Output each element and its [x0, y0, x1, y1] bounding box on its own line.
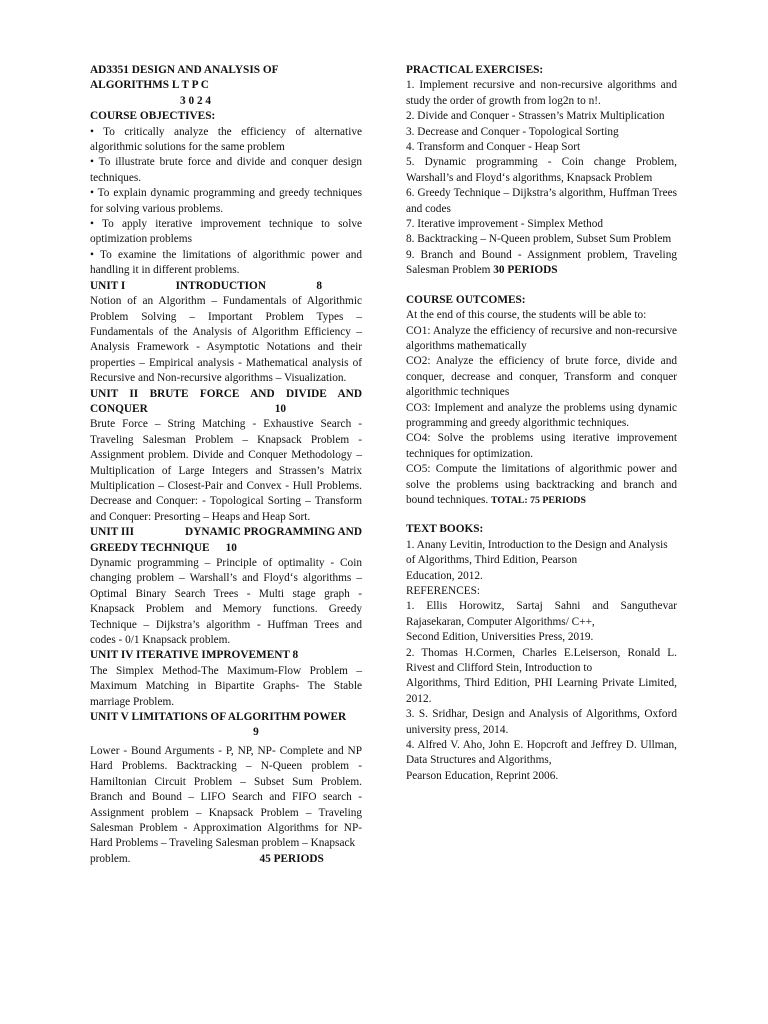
practical-item: 7. Iterative improvement - Simplex Method	[406, 218, 604, 231]
practical-item: 5. Dynamic programming - Coin change Problem, Warshall’s and Floyd‘s algorithms, Knapsack Problem	[406, 156, 677, 184]
unit1-heading	[90, 279, 362, 294]
unit3-heading	[90, 525, 362, 540]
outcomes-heading: COURSE OUTCOMES:	[406, 293, 526, 306]
unit2-heading-line1: UNIT II BRUTE FORCE AND DIVIDE AND	[90, 387, 362, 400]
reference-line: 4. Alfred V. Aho, John E. Hopcroft and Jeffrey D. Ullman, Data Structures and Algorithms,	[406, 739, 677, 767]
reference-line: Algorithms, Third Edition, PHI Learning Private Limited, 2012.	[406, 677, 677, 705]
objective-item: • To critically analyze the efficiency of alternative algorithmic solutions for the same problem	[90, 125, 362, 154]
practical-item: 2. Divide and Conquer - Strassen’s Matrix Multiplication	[406, 110, 665, 123]
unit1-label: UNIT I	[90, 279, 126, 292]
outcome-item: CO3: Implement and analyze the problems using dynamic programming and greedy algorithmic techniques.	[406, 401, 677, 429]
spacer	[406, 508, 677, 522]
unit5-content: Lower - Bound Arguments - P, NP, NP- Complete and NP Hard Problems. Backtracking – N-Queen problem - Hamiltonian Circuit Problem – Subset Sum Problem. Branch and Bound – LIFO Search and FIFO search - Assignment problem – Knapsack Problem – Traveling Salesman Problem - Approximation Algorithms for NP-Hard Problems – Traveling Salesman problem – Knapsack	[90, 744, 362, 850]
reference-line: Second Edition, Universities Press, 2019.	[406, 631, 594, 644]
outcome-item-last: CO5: Compute the limitations of algorithmic power and solve the problems using backtracking and branch and bound techniques. TOTAL: 75 PERIODS	[406, 463, 677, 506]
reference-line: 1. Ellis Horowitz, Sartaj Sahni and Sanguthevar Rajasekaran, Computer Algorithms/ C++,	[406, 600, 677, 628]
objective-item: • To illustrate brute force and divide and conquer design techniques.	[90, 156, 362, 184]
unit1-hours: 8	[316, 279, 322, 292]
objectives-heading: COURSE OBJECTIVES:	[90, 110, 216, 123]
textbook-line: of Algorithms, Third Edition, Pearson	[406, 554, 578, 567]
total-periods: TOTAL: 75 PERIODS	[491, 494, 586, 506]
outcome-item: CO1: Analyze the efficiency of recursive and non-recursive algorithms mathematically	[406, 324, 677, 352]
course-code-line: AD3351 DESIGN AND ANALYSIS OF	[90, 64, 279, 76]
practical-periods: 30 PERIODS	[493, 264, 558, 277]
practical-item: 8. Backtracking – N-Queen problem, Subset Sum Problem	[406, 233, 672, 246]
unit2-heading-line2: CONQUER 10	[90, 402, 287, 415]
practical-heading: PRACTICAL EXERCISES:	[406, 64, 544, 76]
unit3-hours: 10	[225, 541, 237, 554]
outcomes-intro: At the end of this course, the students will be able to:	[406, 309, 647, 322]
unit4-heading: UNIT IV ITERATIVE IMPROVEMENT 8	[90, 649, 299, 662]
theory-periods: 45 PERIODS	[259, 852, 324, 865]
outcome-item: CO4: Solve the problems using iterative improvement techniques for optimization.	[406, 432, 677, 460]
unit3-label: UNIT III	[90, 526, 135, 539]
unit1-title: INTRODUCTION	[175, 279, 266, 292]
practical-item: 6. Greedy Technique – Dijkstra’s algorithm, Huffman Trees and codes	[406, 187, 677, 215]
spacer	[406, 279, 677, 293]
reference-line: 3. S. Sridhar, Design and Analysis of Algorithms, Oxford university press, 2014.	[406, 708, 677, 736]
unit3-title: DYNAMIC PROGRAMMING AND	[185, 526, 362, 539]
course-title-line: ALGORITHMS L T P C	[90, 79, 209, 92]
left-column	[90, 63, 362, 867]
unit2-hours: 10	[274, 402, 287, 415]
unit5-last-line	[90, 852, 362, 867]
practical-item: 3. Decrease and Conquer - Topological Sorting	[406, 125, 619, 138]
practical-item: 1. Implement recursive and non-recursive algorithms and study the order of growth from log2n to n!.	[406, 79, 677, 107]
unit3-heading-line2: GREEDY TECHNIQUE 10	[90, 541, 237, 554]
unit1-content: Notion of an Algorithm – Fundamentals of Algorithmic Problem Solving – Important Problem Types – Fundamentals of the Analysis of Algorithm Efficiency – Analysis Framework - Asymptotic Notations and their properties – Empirical analysis - Mathematical analysis of Recursive and Non-recursive algorithms – Visualization.	[90, 295, 362, 385]
credits: 3 0 2 4	[180, 94, 212, 107]
unit3-content: Dynamic programming – Principle of optimality - Coin changing problem – Warshall’s and Floyd‘s algorithms – Optimal Binary Search Trees - Multi stage graph - Knapsack Problem and Memory functions. Greedy Technique – Dijkstra’s algorithm - Huffman Trees and codes - 0/1 Knapsack problem.	[90, 557, 362, 647]
practical-item: 4. Transform and Conquer - Heap Sort	[406, 141, 581, 154]
right-column	[406, 63, 677, 784]
objective-item: • To examine the limitations of algorithmic power and handling it in different problems.	[90, 248, 362, 277]
unit5-hours: 9	[253, 726, 259, 739]
reference-line: Pearson Education, Reprint 2006.	[406, 769, 559, 782]
textbooks-heading: TEXT BOOKS:	[406, 523, 484, 536]
unit5-last-word: problem.	[90, 852, 131, 865]
objective-item: • To apply iterative improvement technique to solve optimization problems	[90, 218, 362, 246]
textbook-line: 1. Anany Levitin, Introduction to the Design and Analysis	[406, 538, 668, 551]
unit4-content: The Simplex Method-The Maximum-Flow Problem – Maximum Matching in Bipartite Graphs- The Stable marriage Problem.	[90, 664, 362, 708]
unit5-heading: UNIT V LIMITATIONS OF ALGORITHM POWER	[90, 711, 347, 724]
textbook-line: Education, 2012.	[406, 569, 483, 582]
objective-item: • To explain dynamic programming and greedy techniques for solving various problems.	[90, 187, 362, 215]
unit2-content: Brute Force – String Matching - Exhaustive Search - Traveling Salesman Problem – Knapsack Problem - Assignment problem. Divide and Conquer Methodology – Multiplication of Large Integers and Strassen’s Matrix Multiplication – Closest-Pair and Convex - Hull Problems. Decrease and Conquer: - Topological Sorting – Transform and Conquer: Presorting – Heaps and Heap Sort.	[90, 418, 362, 523]
reference-line: 2. Thomas H.Cormen, Charles E.Leiserson, Ronald L. Rivest and Clifford Stein, Introduction to	[406, 646, 677, 675]
practical-item-last: 9. Branch and Bound - Assignment problem, Traveling Salesman Problem 30 PERIODS	[406, 248, 677, 277]
outcome-item: CO2: Analyze the efficiency of brute force, divide and conquer, decrease and conquer, Transform and conquer algorithmic techniques	[406, 355, 677, 399]
references-heading: REFERENCES:	[406, 585, 481, 597]
